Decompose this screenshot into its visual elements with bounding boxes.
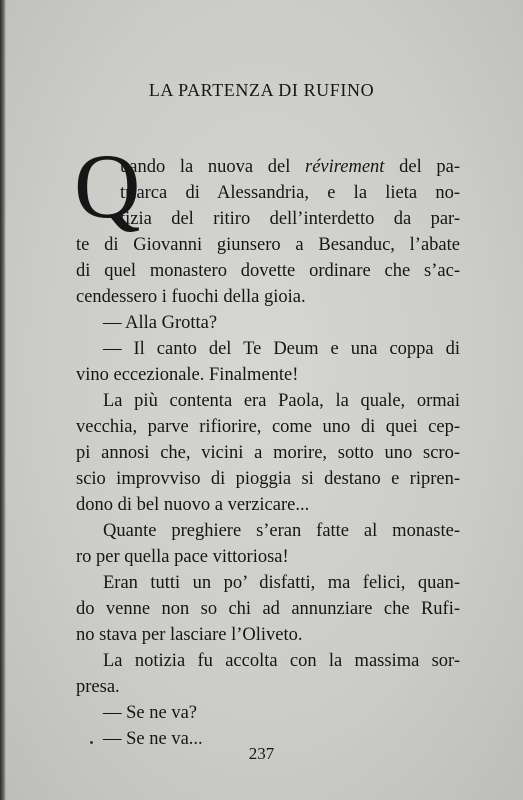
text-line-12: pi annosi che, vicini a morire, sotto uno scro- (76, 443, 460, 463)
text-line-15: Quante preghiere s’eran fatte al monaste- (103, 521, 460, 541)
text-line-13: scio improvviso di pioggia si destano e ripren- (76, 469, 460, 489)
text-line-20: La notizia fu accolta con la massima sor- (103, 651, 460, 671)
text-line-11: vecchia, parve rifiorire, come uno di quei cep- (76, 417, 460, 437)
text-line-8: — Il canto del Te Deum e una coppa di (103, 339, 460, 359)
text-line-2: triarca di Alessandria, e la lieta no- (120, 183, 460, 203)
text-line-4: te di Giovanni giunsero a Besanduc, l’abate (76, 235, 460, 255)
text-line-17: Eran tutti un po’ disfatti, ma felici, quan- (103, 573, 460, 593)
text-line-5: di quel monastero dovette ordinare che s’ac- (76, 261, 460, 281)
text-line-14: dono di bel nuovo a verzicare... (76, 495, 310, 515)
text-line-6: cendessero i fuochi della gioia. (76, 287, 306, 307)
text-line-23: — Se ne va... (103, 729, 203, 749)
text-line-16: ro per quella pace vittoriosa! (76, 547, 289, 567)
chapter-title: LA PARTENZA DI RUFINO (148, 80, 375, 100)
drop-cap: Q (74, 135, 141, 237)
text-line-7: — Alla Grotta? (103, 313, 218, 333)
text-line-21: presa. (76, 677, 120, 697)
text-line-3: tizia del ritiro dell’interdetto da par- (120, 209, 460, 229)
text-line-19: no stava per lasciare l’Oliveto. (76, 625, 303, 645)
text-line-9: vino eccezionale. Finalmente! (76, 365, 299, 385)
text-line-22: — Se ne va? (103, 703, 198, 723)
text-line-18: do venne non so chi ad annunziare che Rufi- (76, 599, 460, 619)
text-line-10: La più contenta era Paola, la quale, ormai (103, 391, 460, 411)
page-number: 237 (248, 744, 275, 763)
book-spine-shadow (0, 0, 6, 800)
text-line-1: uando la nuova del révirement del pa- (120, 157, 460, 177)
